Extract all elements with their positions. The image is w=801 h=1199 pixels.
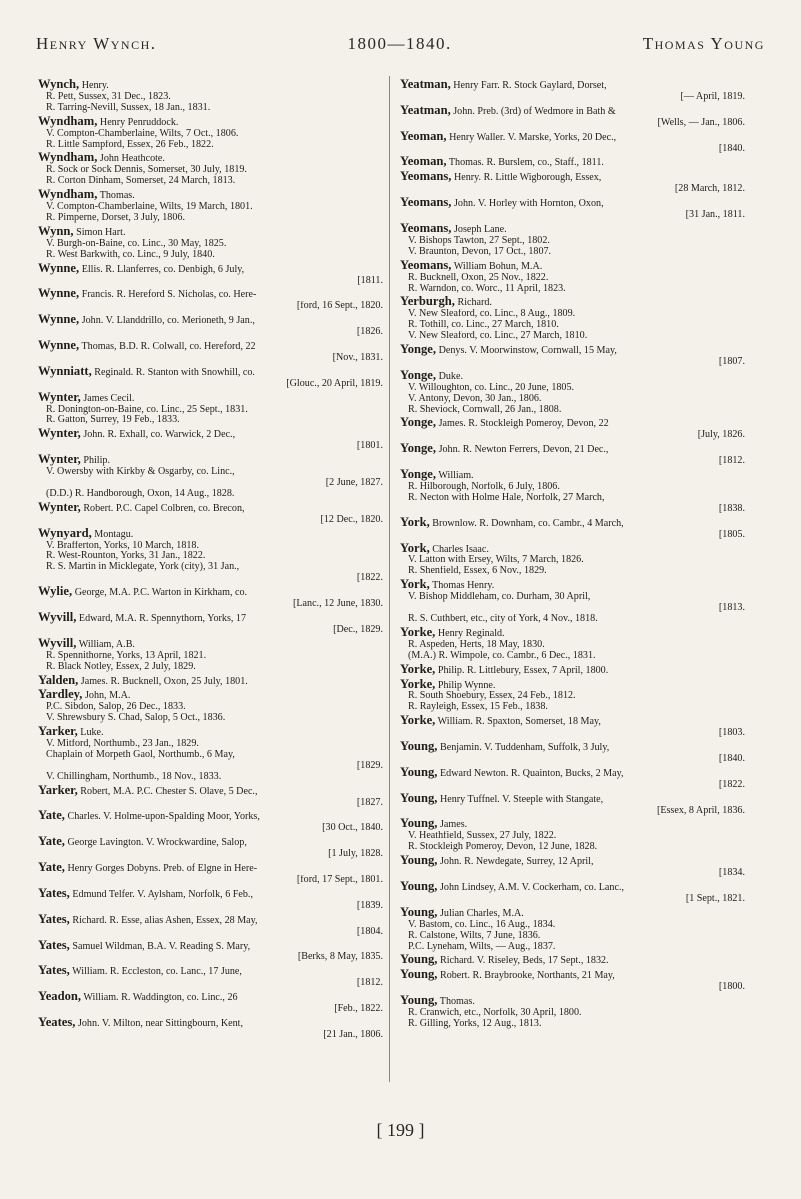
entry-detail: John. R. Exhall, co. Warwick, 2 Dec., xyxy=(83,429,236,441)
entry-surname: Wynter, xyxy=(38,389,81,404)
entry xyxy=(38,939,383,964)
entry-line: [28 March, 1812. xyxy=(674,184,745,195)
entry xyxy=(400,196,745,221)
entry-surname: Wynniatt, xyxy=(38,363,92,378)
entry-detail: William. R. Spaxton, Somerset, 18 May, xyxy=(437,716,601,728)
entry-line: R. Tarring-Nevill, Sussex, 18 Jan., 1831. xyxy=(46,102,211,113)
entry xyxy=(38,688,383,724)
entry-surname: Yorke, xyxy=(400,676,436,691)
entry xyxy=(38,115,383,151)
entry-detail: Thomas. R. Burslem, co., Staff., 1811. xyxy=(448,157,604,169)
entry-line: V. Burgh-on-Baine, co. Linc., 30 May, 1825. xyxy=(46,238,227,249)
entry-detail: John. V. Llanddrillo, co. Merioneth, 9 Jan., xyxy=(81,315,255,327)
entry xyxy=(400,155,745,169)
entry-line: V. Latton with Ersey, Wilts, 7 March, 1826. xyxy=(408,555,584,566)
entry-line: [Essex, 8 April, 1836. xyxy=(656,805,745,816)
entry-line: V. Brafferton, Yorks, 10 March, 1818. xyxy=(46,540,199,551)
entry-line: [ford, 16 Sept., 1820. xyxy=(296,301,383,312)
entry xyxy=(400,259,745,295)
entry-line: R. Bucknell, Oxon, 25 Nov., 1822. xyxy=(408,272,549,283)
entry-line: R. Donington-on-Baine, co. Linc., 25 Sept., 1831. xyxy=(46,404,248,415)
entry-detail: Philip Wynne. xyxy=(437,679,496,691)
entry-line: [ford, 17 Sept., 1801. xyxy=(296,875,383,885)
entry-line: R. Little Sampford, Essex, 26 Feb., 1822. xyxy=(46,139,214,150)
entry-line: P.C. Sibdon, Salop, 26 Dec., 1833. xyxy=(46,702,186,713)
entry-surname: Yeomans, xyxy=(400,169,452,184)
entry-line: [1807. xyxy=(718,356,745,367)
entry-detail: Henry Tuffnel. V. Steeple with Stangate, xyxy=(439,793,604,805)
entry-surname: Yate, xyxy=(38,808,65,823)
entry xyxy=(400,78,745,103)
entry-line: [1838. xyxy=(718,503,745,514)
entry xyxy=(400,222,745,258)
entry-surname: Young, xyxy=(400,952,438,967)
entry-detail: Francis. R. Hereford S. Nicholas, co. Here- xyxy=(81,289,257,301)
entry-line: V. Bastom, co. Linc., 16 Aug., 1834. xyxy=(408,919,556,930)
entry-line: [1803. xyxy=(718,728,745,739)
entry-detail: Richard. xyxy=(457,297,492,309)
entry-detail: Charles. V. Holme-upon-Spalding Moor, Yorks, xyxy=(67,811,260,823)
entry-line: [1839. xyxy=(356,900,383,911)
entry-detail: George, M.A. P.C. Warton in Kirkham, co. xyxy=(74,587,248,599)
entry-line: (M.A.) R. Wimpole, co. Cambr., 6 Dec., 1831. xyxy=(408,650,596,661)
entry-line: [Nov., 1831. xyxy=(332,352,383,363)
entry-surname: Yates, xyxy=(38,937,70,952)
entry-line: R. Pett, Sussex, 31 Dec., 1823. xyxy=(46,91,171,102)
entry-surname: Yerburgh, xyxy=(400,294,455,309)
entry-surname: Yarker, xyxy=(38,724,78,739)
entry-detail: Henry. R. Little Wigborough, Essex, xyxy=(453,172,602,184)
entry-detail: Charles Isaac. xyxy=(432,543,489,555)
entry-line: [1834. xyxy=(718,868,745,879)
entry-line: (D.D.) R. Handborough, Oxon, 14 Aug., 1828. xyxy=(46,488,235,499)
entry-surname: Wynter, xyxy=(38,426,81,441)
entry-surname: Yeadon, xyxy=(38,989,82,1004)
entry-detail: Edmund Telfer. V. Aylsham, Norfolk, 6 Feb., xyxy=(72,888,253,900)
entry-line: [1811. xyxy=(357,275,383,286)
entry-detail: William. R. Eccleston, co. Lanc., 17 June, xyxy=(72,966,242,978)
entry-detail: Duke. xyxy=(438,370,463,382)
entry-line: R. Sheviock, Cornwall, 26 Jan., 1808. xyxy=(408,404,562,415)
entry-line: V. Braunton, Devon, 17 Oct., 1807. xyxy=(408,246,552,257)
entry-surname: Wynyard, xyxy=(38,525,92,540)
entry-line: [Dec., 1829. xyxy=(333,624,383,635)
entry-line: V. Mitford, Northumb., 23 Jan., 1829. xyxy=(46,739,199,750)
entry-detail: James Cecil. xyxy=(83,392,135,404)
entry xyxy=(400,663,745,677)
entry-detail: John Lindsey, A.M. V. Cockerham, co. Lanc., xyxy=(439,882,624,893)
entry-line: R. S. Martin in Micklegate, York (city), 31 Jan., xyxy=(46,562,240,573)
entry-line: R. Rayleigh, Essex, 15 Feb., 1838. xyxy=(408,702,548,713)
entry xyxy=(38,611,383,636)
entry-line: R. Cranwich, etc., Norfolk, 30 April, 1800. xyxy=(408,1008,582,1019)
left-column xyxy=(38,78,383,1042)
entry xyxy=(38,78,383,114)
entry-detail: James. R. Stockleigh Pomeroy, Devon, 22 xyxy=(438,418,609,430)
header-center: 1800—1840. xyxy=(347,34,452,53)
entry-line: R. Black Notley, Essex, 2 July, 1829. xyxy=(46,661,196,672)
entry-surname: Young, xyxy=(400,879,438,893)
entry-line: V. Chillingham, Northumb., 18 Nov., 1833. xyxy=(46,771,222,782)
entry-surname: Young, xyxy=(400,739,438,754)
entry-line: V. Heathfield, Sussex, 27 July, 1822. xyxy=(408,831,557,842)
entry-line: [1812. xyxy=(718,456,745,467)
entry-detail: George Lavington. V. Wrockwardine, Salop, xyxy=(67,837,247,849)
entry xyxy=(400,740,745,765)
entry-surname: Wynne, xyxy=(38,260,80,275)
entry-detail: Thomas. xyxy=(99,190,135,202)
entry-detail: John. V. Horley with Hornton, Oxon, xyxy=(453,198,604,210)
entry-line: [1813. xyxy=(718,603,745,614)
entry-line: R. Gatton, Surrey, 19 Feb., 1833. xyxy=(46,415,180,426)
entry-line: R. Pimperne, Dorset, 3 July, 1806. xyxy=(46,212,185,223)
entry xyxy=(38,964,383,989)
entry-surname: Yonge, xyxy=(400,342,437,357)
entry-surname: Wynch, xyxy=(38,77,80,91)
entry-line: V. Shrewsbury S. Chad, Salop, 5 Oct., 1836. xyxy=(46,713,226,724)
entry-surname: Yeomans, xyxy=(400,220,452,235)
entry-detail: James. R. Bucknell, Oxon, 25 July, 1801. xyxy=(80,675,248,687)
entry-line: [1829. xyxy=(356,760,383,771)
entry xyxy=(400,104,745,129)
entry xyxy=(400,714,745,739)
entry-detail: John Heathcote. xyxy=(99,153,165,165)
entry xyxy=(38,339,383,364)
entry-line: V. Antony, Devon, 30 Jan., 1806. xyxy=(408,393,542,404)
running-header xyxy=(36,34,765,54)
entry-line: [Wells, — Jan., 1806. xyxy=(657,117,745,128)
entry-line: [1840. xyxy=(718,143,745,154)
entry-surname: Wyndham, xyxy=(38,150,98,165)
entry-detail: Brownlow. R. Downham, co. Cambr., 4 March, xyxy=(432,517,624,529)
entry-surname: Wyndham, xyxy=(38,187,98,202)
entry-line: [1805. xyxy=(718,529,745,540)
entry xyxy=(38,835,383,860)
entry-detail: William. xyxy=(438,470,474,482)
entry xyxy=(38,861,383,886)
entry-detail: Philip. R. Littlebury, Essex, 7 April, 1800. xyxy=(437,664,609,676)
entry-line: R. South Shoebury, Essex, 24 Feb., 1812. xyxy=(408,691,576,702)
entry-detail: Henry. xyxy=(81,80,109,91)
entry xyxy=(38,725,383,783)
entry-detail: Ellis. R. Llanferres, co. Denbigh, 6 July, xyxy=(81,263,245,275)
entry-detail: John. Preb. (3rd) of Wedmore in Bath & xyxy=(453,105,616,117)
entry-line: [1827. xyxy=(356,797,383,808)
entry-surname: Wynne, xyxy=(38,338,80,353)
entry-surname: York, xyxy=(400,514,430,529)
entry-detail: Montagu. xyxy=(94,528,134,540)
entry xyxy=(400,369,745,416)
entry xyxy=(38,427,383,452)
entry-line: R. Gilling, Yorks, 12 Aug., 1813. xyxy=(408,1018,542,1029)
entry-surname: Wynne, xyxy=(38,286,80,301)
entry-line: V. Owersby with Kirkby & Osgarby, co. Linc., xyxy=(46,467,235,478)
entry-detail: Edward Newton. R. Quainton, Bucks, 2 May, xyxy=(439,767,624,779)
entry xyxy=(400,130,745,155)
entry-line: [Feb., 1822. xyxy=(334,1004,383,1015)
entry-surname: Yonge, xyxy=(400,467,437,482)
entry-detail: Julian Charles, M.A. xyxy=(439,907,524,919)
entry-surname: Young, xyxy=(400,853,438,868)
entry-surname: Yeates, xyxy=(38,1014,76,1029)
entry-line: [1 Sept., 1821. xyxy=(685,893,745,904)
entry-surname: Young, xyxy=(400,790,438,805)
entry-detail: John. R. Newton Ferrers, Devon, 21 Dec., xyxy=(438,444,609,456)
entry-surname: Young, xyxy=(400,764,438,779)
entry xyxy=(38,527,383,585)
entry xyxy=(400,416,745,441)
entry-line: R. Sock or Sock Dennis, Somerset, 30 July, 1819. xyxy=(46,165,247,176)
entry xyxy=(38,1016,383,1041)
entry-surname: Yorke, xyxy=(400,661,436,676)
entry-surname: Yonge, xyxy=(400,441,437,456)
entry-detail: Richard. V. Riseley, Beds, 17 Sept., 1832. xyxy=(439,955,609,967)
entry-line: V. Compton-Chamberlaine, Wilts, 7 Oct., 1806. xyxy=(46,128,239,139)
entry-surname: Yates, xyxy=(38,911,70,926)
entry-surname: Young, xyxy=(400,904,438,919)
entry-surname: Yonge, xyxy=(400,415,437,430)
entry-surname: Wynne, xyxy=(38,312,80,327)
entry-line: [1801. xyxy=(356,441,383,452)
entry-line: V. New Sleaford, co. Linc., 8 Aug., 1809. xyxy=(408,309,576,320)
entry-surname: Yeomans, xyxy=(400,257,452,272)
entry xyxy=(400,542,745,578)
entry-line: [1 July, 1828. xyxy=(328,849,383,860)
entry-detail: Philip. xyxy=(83,455,110,467)
entry-line: R. Stockleigh Pomeroy, Devon, 12 June, 1828. xyxy=(408,842,598,853)
entry-line: R. Warndon, co. Worc., 11 April, 1823. xyxy=(408,283,566,294)
entry-line: [21 Jan., 1806. xyxy=(323,1029,383,1040)
entry-surname: Yardley, xyxy=(38,687,83,702)
entry-surname: Yorke, xyxy=(400,713,436,728)
entry-line: [Glouc., 20 April, 1819. xyxy=(286,378,383,389)
entry-line: [1812. xyxy=(356,978,383,989)
entry-surname: Yorke, xyxy=(400,624,436,639)
entry-surname: Young, xyxy=(400,993,438,1008)
entry-surname: Yeoman, xyxy=(400,128,447,143)
entry xyxy=(38,262,383,287)
entry-line: R. West Barkwith, co. Linc., 9 July, 1840. xyxy=(46,249,215,260)
entry xyxy=(400,953,745,967)
entry-line: P.C. Lyneham, Wilts, — Aug., 1837. xyxy=(408,941,556,952)
entry-surname: Yate, xyxy=(38,834,65,849)
entry-line: Chaplain of Morpeth Gaol, Northumb., 6 May, xyxy=(46,749,235,760)
entry xyxy=(38,784,383,809)
entry-line: R. Tothill, co. Linc., 27 March, 1810. xyxy=(408,320,559,331)
right-column xyxy=(400,78,745,1031)
entry xyxy=(38,287,383,312)
entry-detail: William. R. Waddington, co. Linc., 26 xyxy=(83,992,238,1004)
entry xyxy=(38,453,383,500)
entry-line: R. S. Cuthbert, etc., city of York, 4 Nov., 1818. xyxy=(408,613,598,624)
entry-line: R. Spennithorne, Yorks, 13 April, 1821. xyxy=(46,650,207,661)
entry xyxy=(38,501,383,526)
entry xyxy=(400,817,745,853)
entry-surname: York, xyxy=(400,577,430,592)
entry xyxy=(400,442,745,467)
entry xyxy=(38,585,383,610)
entry-surname: Yalden, xyxy=(38,672,79,687)
entry-line: [1822. xyxy=(718,779,745,790)
entry-detail: William Bohun, M.A. xyxy=(453,260,543,272)
entry xyxy=(38,990,383,1015)
entry-detail: John. V. Milton, near Sittingbourn, Kent, xyxy=(77,1017,244,1029)
entry xyxy=(400,626,745,662)
entry-line: [Lanc., 12 June, 1830. xyxy=(293,599,383,610)
entry-surname: Yate, xyxy=(38,860,65,875)
entry xyxy=(400,766,745,791)
entry xyxy=(400,854,745,879)
entry-line: V. Compton-Chamberlaine, Wilts, 19 March, 1801. xyxy=(46,202,253,213)
entry-surname: Wynn, xyxy=(38,223,74,238)
entry xyxy=(400,468,745,515)
entry-surname: Wynter, xyxy=(38,452,81,467)
header-left: Henry Wynch. xyxy=(36,34,157,53)
entry-detail: Henry Penruddock. xyxy=(99,116,179,128)
entry xyxy=(400,906,745,953)
entry-line: V. Willoughton, co. Linc., 20 June, 1805. xyxy=(408,382,575,393)
entry-detail: Edward, M.A. R. Spennythorn, Yorks, 17 xyxy=(78,612,247,624)
entry xyxy=(38,913,383,938)
entry-line: [1826. xyxy=(356,327,383,338)
entry-line: R. Hilborough, Norfolk, 6 July, 1806. xyxy=(408,482,560,492)
entry-line: R. Necton with Holme Hale, Norfolk, 27 March, xyxy=(408,492,605,503)
entry xyxy=(400,170,745,195)
entry-line: [July, 1826. xyxy=(697,430,745,441)
entry-line: [Berks, 8 May, 1835. xyxy=(297,952,383,963)
entry xyxy=(400,343,745,368)
entry-detail: Henry Gorges Dobyns. Preb. of Elgne in Here- xyxy=(67,863,258,875)
entry-line: R. Aspeden, Herts, 18 May, 1830. xyxy=(408,639,545,650)
entry-line: R. Shenfield, Essex, 6 Nov., 1829. xyxy=(408,566,547,577)
entry-detail: John. R. Newdegate, Surrey, 12 April, xyxy=(439,856,594,868)
entry-surname: Yeatman, xyxy=(400,102,451,117)
entry xyxy=(38,391,383,427)
entry-line: [1804. xyxy=(356,926,383,937)
entry-surname: Young, xyxy=(400,967,438,982)
entry-detail: Denys. V. Moorwinstow, Cornwall, 15 May, xyxy=(438,345,617,357)
header-right: Thomas Young xyxy=(642,34,765,53)
entry-line: R. Calstone, Wilts, 7 June, 1836. xyxy=(408,930,541,941)
entry-line: [— April, 1819. xyxy=(680,91,745,102)
entry xyxy=(38,809,383,834)
entry xyxy=(38,313,383,338)
entry-surname: Wylie, xyxy=(38,584,73,599)
entry-detail: Henry Reginald. xyxy=(437,627,505,639)
entry-detail: Samuel Wildman, B.A. V. Reading S. Mary, xyxy=(72,940,251,952)
entry-line: [1840. xyxy=(718,753,745,764)
entry-surname: York, xyxy=(400,540,430,555)
entry xyxy=(400,968,745,993)
entry xyxy=(400,678,745,714)
entry-line: [2 June, 1827. xyxy=(325,478,383,488)
entry-detail: Richard. R. Esse, alias Ashen, Essex, 28 May, xyxy=(72,914,258,926)
entry-surname: Yonge, xyxy=(400,367,437,382)
entry-detail: Simon Hart. xyxy=(76,226,126,238)
entry-surname: Wynter, xyxy=(38,499,81,514)
entry-detail: Robert. P.C. Capel Colbren, co. Brecon, xyxy=(83,502,245,514)
entry xyxy=(400,516,745,541)
entry-surname: Yarker, xyxy=(38,782,78,797)
entry-surname: Yeoman, xyxy=(400,154,447,169)
column-divider xyxy=(389,76,390,1082)
entry-detail: Luke. xyxy=(80,727,104,739)
entry-surname: Yeatman, xyxy=(400,77,451,91)
entry xyxy=(400,578,745,625)
entry-detail: Thomas, B.D. R. Colwall, co. Hereford, 22 xyxy=(81,341,256,353)
entry xyxy=(400,792,745,817)
entry-line: V. Bishop Middleham, co. Durham, 30 April, xyxy=(408,592,591,603)
entry xyxy=(400,994,745,1030)
entry xyxy=(38,365,383,390)
entry xyxy=(38,674,383,688)
entry-line: V. New Sleaford, co. Linc., 27 March, 1810. xyxy=(408,331,588,342)
entry-line: [30 Oct., 1840. xyxy=(322,823,383,834)
entry xyxy=(38,151,383,187)
entry-detail: Joseph Lane. xyxy=(453,223,507,235)
entry-line: [1822. xyxy=(356,573,383,584)
entry-detail: Thomas. xyxy=(439,996,475,1008)
entry-detail: John, M.A. xyxy=(84,690,131,702)
entry xyxy=(38,188,383,224)
entry-line: [31 Jan., 1811. xyxy=(685,210,745,221)
entry xyxy=(38,225,383,261)
entry-detail: Robert. R. Braybrooke, Northants, 21 May, xyxy=(439,970,615,982)
entry-line: R. West-Rounton, Yorks, 31 Jan., 1822. xyxy=(46,551,206,562)
entry xyxy=(400,295,745,342)
entry-line: [1800. xyxy=(718,982,745,993)
entry-detail: Robert, M.A. P.C. Chester S. Olave, 5 Dec., xyxy=(80,785,258,797)
entry-surname: Yates, xyxy=(38,885,70,900)
entry-surname: Young, xyxy=(400,816,438,831)
entry-surname: Wyvill, xyxy=(38,609,77,624)
entry-detail: Reginald. R. Stanton with Snowhill, co. xyxy=(94,366,255,378)
entry-line: R. Corton Dinham, Somerset, 24 March, 1813. xyxy=(46,176,236,187)
page-number: [ 199 ] xyxy=(376,1120,425,1140)
entry-detail: Henry Waller. V. Marske, Yorks, 20 Dec., xyxy=(449,131,617,143)
entry-detail: Henry Farr. R. Stock Gaylard, Dorset, xyxy=(453,80,607,91)
entry-surname: Wyndham, xyxy=(38,113,98,128)
entry xyxy=(38,887,383,912)
entry-surname: Wyvill, xyxy=(38,635,77,650)
entry-detail: James. xyxy=(439,819,468,831)
entry xyxy=(400,880,745,905)
entry-detail: Thomas Henry. xyxy=(432,580,495,592)
entry-detail: Benjamin. V. Tuddenham, Suffolk, 3 July, xyxy=(439,742,610,754)
entry-surname: Yeomans, xyxy=(400,195,452,210)
entry-line: V. Bishops Tawton, 27 Sept., 1802. xyxy=(408,235,550,246)
entry-detail: William, A.B. xyxy=(78,638,135,650)
entry xyxy=(38,637,383,673)
entry-surname: Yates, xyxy=(38,963,70,978)
entry-line: [12 Dec., 1820. xyxy=(320,514,383,525)
